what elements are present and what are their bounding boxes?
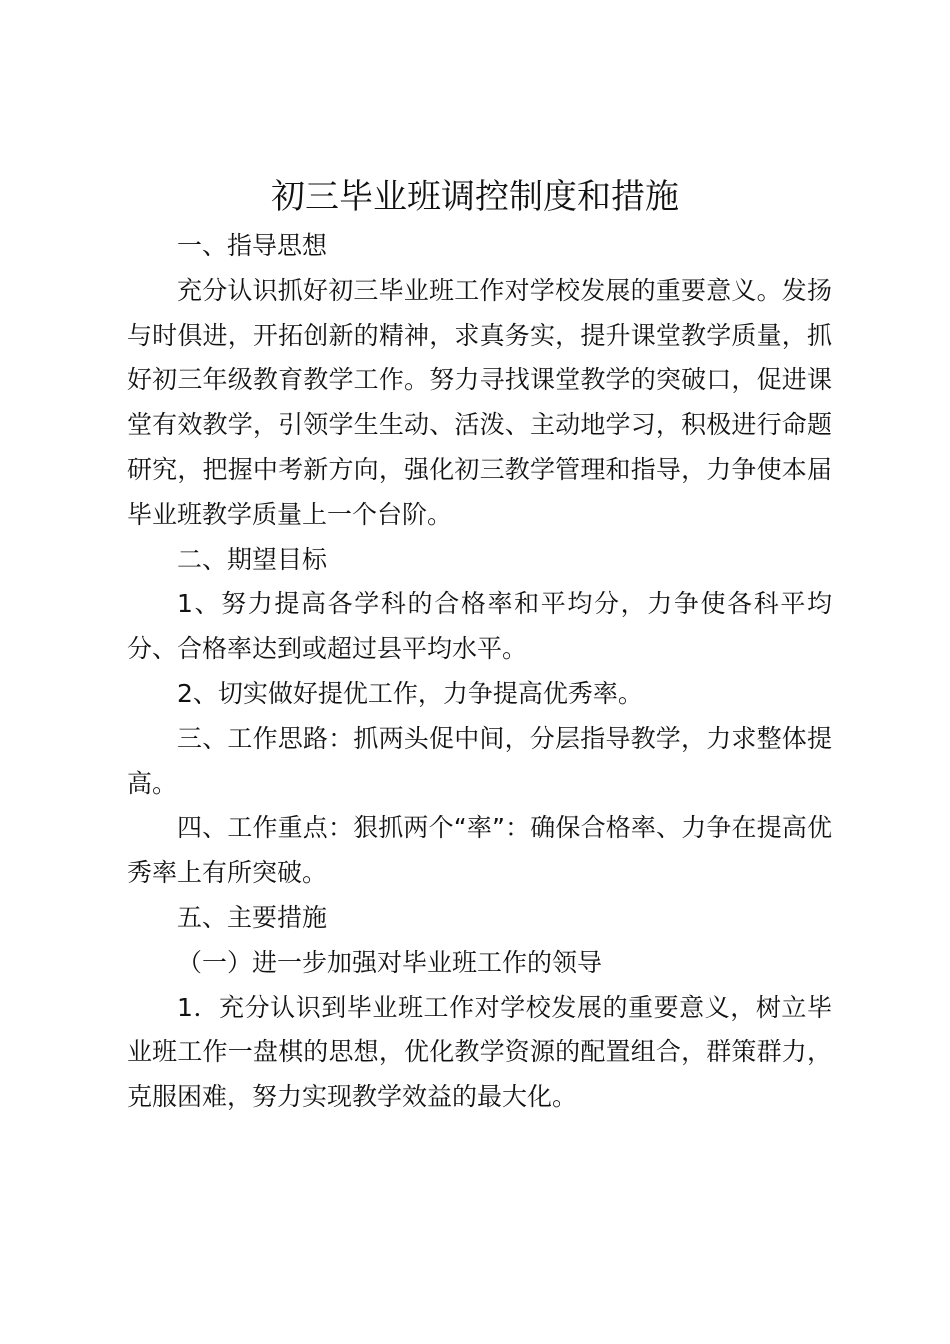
paragraph-goal-1: 1、努力提高各学科的合格率和平均分，力争使各科平均分、合格率达到或超过县平均水平。 bbox=[127, 589, 832, 664]
paragraph-goal-2: 2、切实做好提优工作，力争提高优秀率。 bbox=[177, 678, 643, 708]
paragraph-measure-1: 1．充分认识到毕业班工作对学校发展的重要意义，树立毕业班工作一盘棋的思想，优化教学资源的配置组合，群策群力，克服困难，努力实现教学效益的最大化。 bbox=[127, 992, 832, 1112]
section-heading-goals: 二、期望目标 bbox=[177, 544, 328, 574]
document-title: 初三毕业班调控制度和措施 bbox=[271, 177, 679, 217]
paragraph-work-focus: 四、工作重点：狠抓两个“率”：确保合格率、力争在提高优秀率上有所突破。 bbox=[127, 813, 832, 888]
section-heading-guiding-thought: 一、指导思想 bbox=[177, 231, 328, 260]
section-heading-measures: 五、主要措施 bbox=[177, 902, 328, 932]
subheading-leadership: （一）进一步加强对毕业班工作的领导 bbox=[177, 947, 603, 977]
paragraph-work-approach: 三、工作思路：抓两头促中间，分层指导教学，力求整体提高。 bbox=[127, 723, 832, 798]
document-body bbox=[127, 224, 832, 1120]
paragraph-guiding-thought: 充分认识抓好初三毕业班工作对学校发展的重要意义。发扬与时俱进，开拓创新的精神，求真务实，提升课堂教学质量，抓好初三年级教育教学工作。努力寻找课堂教学的突破口，促进课堂有效教学，引领学生生动、活泼、主动地学习，积极进行命题研究，把握中考新方向，强化初三教学管理和指导，力争使本届毕业班教学质量上一个台阶。 bbox=[127, 275, 832, 529]
